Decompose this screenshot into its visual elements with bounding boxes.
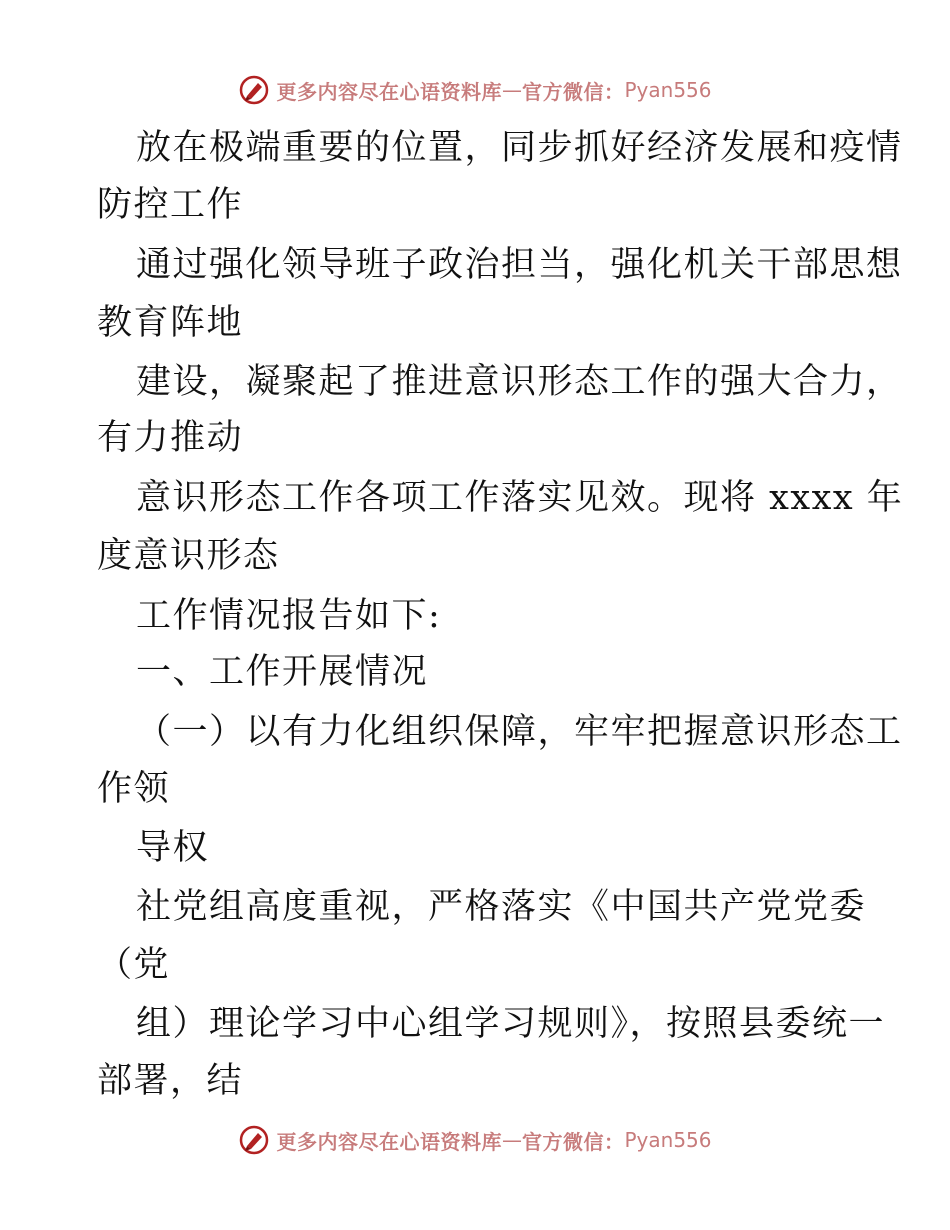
text-line: 度意识形态 [97,536,280,576]
text-line: 防控工作 [97,185,244,225]
text-line: 教育阵地 [97,303,244,343]
watermark-id: Pyan556 [624,1128,712,1152]
watermark-suffix: 官方微信： [521,1129,625,1154]
text-line: 作领 [97,769,171,809]
footer-watermark [0,1120,950,1160]
text-line: 导权 [136,828,210,868]
text-line: 组）理论学习中心组学习规则》，按照县委统一 [136,1004,886,1044]
text-line: 有力推动 [97,418,244,458]
text-line: 通过强化领导班子政治担当，强化机关干部思想 [136,245,903,285]
pen-logo-icon [238,1124,270,1156]
header-watermark [0,70,950,110]
watermark-separator: — [501,78,522,102]
text-line: 放在极端重要的位置，同步抓好经济发展和疫情 [136,128,903,168]
watermark-text: 更多内容尽在心语资料库 [276,79,502,104]
text-line: 部署，结 [97,1061,244,1101]
text-line: 意识形态工作各项工作落实见效。现将 xxxx 年 [136,478,904,518]
text-line: 工作情况报告如下: [136,596,442,636]
text-line: 社党组高度重视，严格落实《中国共产党党委 [136,887,867,927]
subsection-heading: （一）以有力化组织保障，牢牢把握意识形态工 [136,712,903,752]
text-line: 建设，凝聚起了推进意识形态工作的强大合力， [136,362,903,402]
watermark-suffix: 官方微信： [521,79,625,104]
section-heading: 一、工作开展情况 [136,652,429,692]
text-line: （党 [97,945,171,985]
pen-logo-icon [238,74,270,106]
watermark-text: 更多内容尽在心语资料库 [276,1129,502,1154]
watermark-id: Pyan556 [624,78,712,102]
watermark-separator: — [501,1128,522,1152]
